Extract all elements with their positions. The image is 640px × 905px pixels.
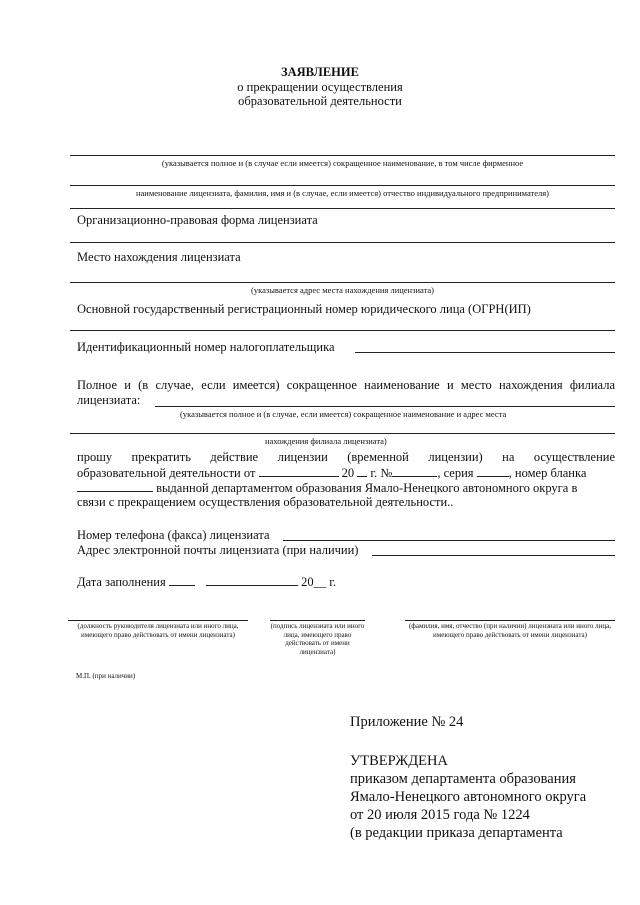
phone-label: Номер телефона (факса) лицензиата bbox=[77, 528, 270, 542]
full-name-hint-2: наименование лицензиата, фамилия, имя и (в случае, если имеется) отчество индивидуального предпринимателя) bbox=[135, 188, 550, 198]
request-line-3 bbox=[77, 480, 615, 496]
inn-line[interactable] bbox=[355, 352, 615, 353]
appendix-number: Приложение № 24 bbox=[350, 714, 464, 730]
license-number-label: г. № bbox=[370, 466, 393, 480]
legal-form-label: Организационно-правовая форма лицензиата bbox=[77, 213, 318, 227]
license-year-field[interactable] bbox=[357, 465, 367, 477]
appendix-line-2: Ямало-Ненецкого автономного округа bbox=[350, 789, 587, 805]
full-name-hint-1: (указывается полное и (в случае если имеется) сокращенное наименование, в том числе фирменное bbox=[161, 158, 524, 168]
request-line-2 bbox=[77, 465, 615, 481]
document-subtitle-1: о прекращении осуществления bbox=[237, 80, 403, 94]
signature-line[interactable] bbox=[270, 620, 365, 621]
date-month-field[interactable] bbox=[206, 574, 298, 586]
date-day-field[interactable] bbox=[169, 574, 195, 586]
ogrn-label: Основной государственный регистрационный номер юридического лица (ОГРН(ИП) bbox=[77, 302, 531, 316]
email-label: Адрес электронной почты лицензиата (при наличии) bbox=[77, 543, 359, 557]
document-subtitle-2: образовательной деятельности bbox=[238, 94, 402, 108]
issued-by-text: выданной департаментом образования Ямало-Ненецкого автономного округа в bbox=[156, 481, 578, 495]
date-row bbox=[77, 574, 336, 590]
full-name-line-2[interactable] bbox=[70, 185, 615, 186]
branch-hint-1: (указывается полное и (в случае, если имеется) сокращенное наименование и адрес места bbox=[180, 409, 507, 419]
branch-line-1[interactable] bbox=[155, 406, 615, 407]
email-line[interactable] bbox=[372, 555, 615, 556]
document-title: ЗАЯВЛЕНИЕ bbox=[281, 65, 359, 79]
license-series-label: , серия bbox=[437, 466, 474, 480]
appendix-line-1: приказом департамента образования bbox=[350, 771, 576, 787]
branch-hint-2: нахождения филиала лицензиата) bbox=[265, 436, 387, 446]
stamp-label: М.П. (при наличии) bbox=[76, 672, 136, 680]
signature-hint: (подпись лицензиата или иного лица, имеющего право действовать от имени лицензиата) bbox=[270, 622, 365, 656]
phone-line[interactable] bbox=[283, 540, 615, 541]
full-name-signature-line[interactable] bbox=[405, 620, 615, 621]
legal-form-top-line bbox=[70, 208, 615, 209]
location-line[interactable] bbox=[70, 282, 615, 283]
request-line-4: связи с прекращением осуществления образовательной деятельности.. bbox=[77, 495, 454, 509]
license-year-label: 20 bbox=[341, 466, 355, 480]
license-number-field[interactable] bbox=[392, 465, 437, 477]
full-name-line-1[interactable] bbox=[70, 155, 615, 156]
license-date-field[interactable] bbox=[259, 465, 339, 477]
appendix-approved: УТВЕРЖДЕНА bbox=[350, 753, 448, 769]
branch-label-1: Полное и (в случае, если имеется) сокращенное наименование и место нахождения филиала bbox=[77, 378, 615, 392]
blank-number-field[interactable] bbox=[77, 480, 153, 492]
branch-label-2: лицензиата: bbox=[77, 393, 141, 407]
license-series-field[interactable] bbox=[477, 465, 509, 477]
full-name-signature-hint: (фамилия, имя, отчество (при наличии) лицензиата или иного лица, имеющего право действовать от имени лицензиата) bbox=[408, 622, 612, 639]
position-hint: (должность руководителя лицензиата или иного лица, имеющего право действовать от имени лицензиата) bbox=[77, 622, 239, 639]
location-label: Место нахождения лицензиата bbox=[77, 250, 241, 264]
inn-label: Идентификационный номер налогоплательщика bbox=[77, 340, 335, 354]
date-year-label: 20__ г. bbox=[301, 575, 337, 589]
position-signature-line[interactable] bbox=[68, 620, 248, 621]
appendix-line-3: от 20 июля 2015 года № 1224 bbox=[350, 807, 530, 823]
address-hint: (указывается адрес места нахождения лицензиата) bbox=[250, 285, 434, 295]
appendix-line-4: (в редакции приказа департамента bbox=[350, 825, 563, 841]
branch-line-2[interactable] bbox=[70, 433, 615, 434]
date-label: Дата заполнения bbox=[77, 575, 166, 589]
request-from-label: образовательной деятельности от bbox=[77, 466, 256, 480]
blank-number-label: , номер бланка bbox=[508, 466, 587, 480]
request-line-1: прошу прекратить действие лицензии (временной лицензии) на осуществление bbox=[77, 450, 615, 464]
legal-form-line[interactable] bbox=[70, 242, 615, 243]
ogrn-line[interactable] bbox=[70, 330, 615, 331]
